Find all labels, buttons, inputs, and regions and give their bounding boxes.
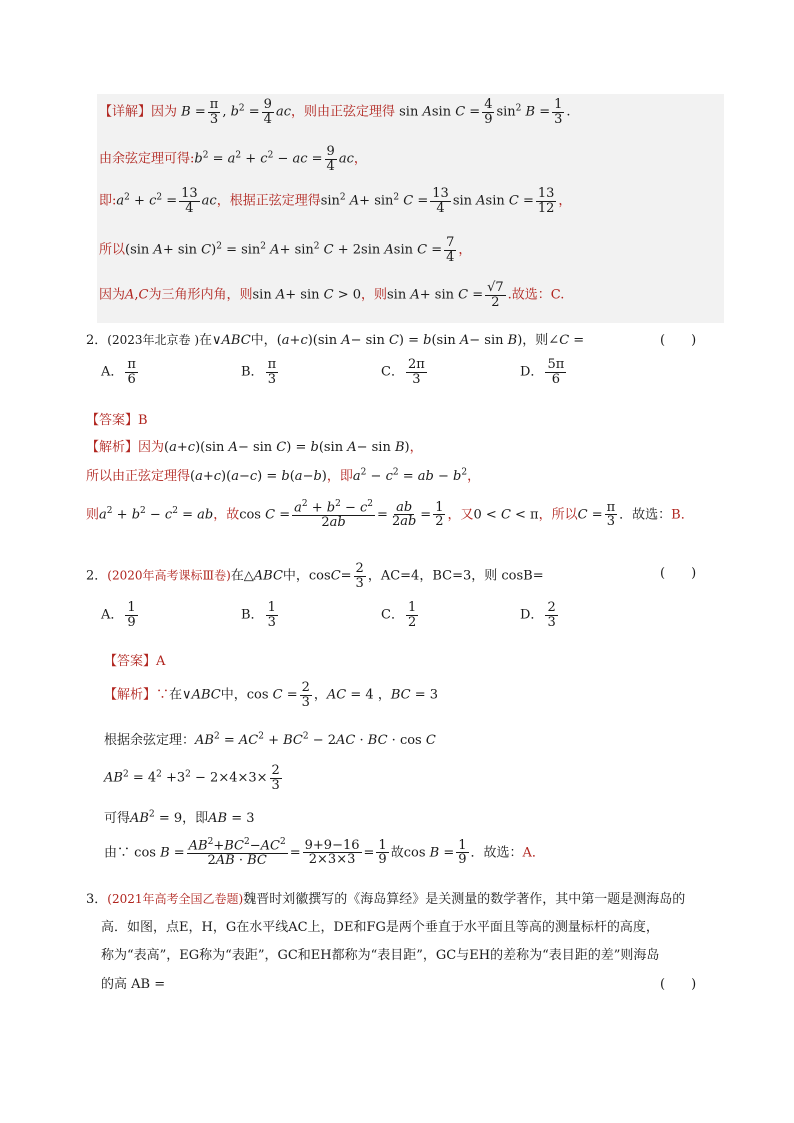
detail-line-2: 由余弦定理可得$:b^2 = a^2 + c^2$ − ac = $\frac{9}{4}$ ac， <box>99 144 367 174</box>
q3-line-2: 高．如图，点E，H，G在水平线AC上，DE和FG是两个垂直于水平面且等高的测量标杆的高度， <box>101 920 659 935</box>
q2b-analysis-4: 可得$AB^2 = 9$，即AB = 3 <box>104 809 255 826</box>
q2a-analysis-2: 所以由正弦定理得(a+c)(a−c) = b(a−b)，即$a^2 - c^2$ = ab − $b^2$， <box>86 467 481 484</box>
q2a-answer-paren: ( ) <box>660 333 697 348</box>
q2b-option-b: B． $\frac{1}{3}$ <box>241 600 276 630</box>
q3-answer-paren: ( ) <box>660 977 697 992</box>
detail-line-5: 因为A,C为三角形内角，则sin A+ sin C > 0，则sin A+ sin C = $\frac{√7}{2}$ .故选：C. <box>99 280 565 310</box>
q3-line-4: 的高 AB = <box>101 977 166 992</box>
q2a-option-d: D． $\frac{5\pi}{6}$ <box>520 357 565 387</box>
q2a-analysis-3: 则$a^2 + b^2 - c^2$ = ab，故cos C = $\frac{a^2 + b^2 - c^2}{2ab}$ = $\frac{ab}{2ab}$ = $\frac{1}{2}$ ，又0 < C < π，所以C = $\frac{\pi}{3}$ ．故选：B． <box>86 499 694 530</box>
q2b-option-c: C． $\frac{1}{2}$ <box>381 600 417 630</box>
since-icon: ∵ <box>117 845 131 861</box>
q2a-stem: 2．(2023年北京卷 )在∨ABC中，(a+c)(sin A− sin C) = b(sin A− sin B)，则∠C = <box>86 333 585 348</box>
q2a-option-b: B． $\frac{\pi}{3}$ <box>241 357 277 387</box>
q2a-answer: 【答案】B <box>86 413 148 428</box>
q2b-analysis-1: 【解析】∵在∨ABC中，cos C = $\frac{2}{3}$ ，AC = 4 ，BC = 3 <box>104 680 439 710</box>
detail-line-1: 【详解】因为 B = $\frac{\pi}{3}$ , $b^2$ = $\frac{9}{4}$ ac，则由正弦定理得 sin Asin C = $\frac{4}{9}$ $\sin^2 B$ = $\frac{1}{3}$ . <box>99 97 571 127</box>
q2a-option-a: A． $\frac{\pi}{6}$ <box>101 357 136 387</box>
since-icon: ∵ <box>156 687 170 703</box>
detail-line-3: 即$:a^2 + c^2$ = $\frac{13}{4}$ ac，根据正弦定理得$\sin^2 A+ \sin^2 C$ = $\frac{13}{4}$ sin Asin C = $\frac{13}{12}$ ， <box>99 186 572 216</box>
q2b-source: (2020年高考课标Ⅲ卷) <box>107 568 231 583</box>
q3-line-1: 3．(2021年高考全国乙卷题)魏晋时刘徽撰写的《海岛算经》是关测量的数学著作，其中第一题是测海岛的 <box>86 892 686 907</box>
detail-line-4: 所以(sin $A+ \sin C)^2 = \sin^2 A+ \sin^2 C + 2\sin$ Asin C = $\frac{7}{4}$ ， <box>99 235 472 265</box>
q2b-analysis-2: 根据余弦定理：$AB^2 = AC^2 + BC^2 - 2AC$ · BC · cos C <box>104 731 436 748</box>
q2b-answer-paren: ( ) <box>660 566 697 581</box>
q2b-analysis-5: 由∵ cos B = $\frac{AB^2+BC^2-AC^2}{2AB \cdot BC}$ = $\frac{9+9-16}{2\times 3\times 3}$ = $\frac{1}{9}$ 故cos B = $\frac{1}{9}$ ．故选：A． <box>104 837 545 868</box>
q2b-option-d: D． $\frac{2}{3}$ <box>520 600 556 630</box>
q2a-analysis-1: 【解析】因为(a+c)(sin A− sin C) = b(sin A− sin B)， <box>86 440 423 455</box>
q2b-stem: 2．(2020年高考课标Ⅲ卷)在△ABC中，cosC= $\frac{2}{3}$ ，AC=4，BC=3，则 cosB= <box>86 561 544 591</box>
q2a-source: (2023年北京卷 ) <box>107 333 199 347</box>
q2b-option-a: A． $\frac{1}{9}$ <box>101 600 136 630</box>
q2b-answer: 【答案】A <box>104 654 166 669</box>
q3-source: (2021年高考全国乙卷题) <box>107 892 244 906</box>
q3-line-3: 称为“表高”，EG称为“表距”，GC和EH都称为“表目距”，GC与EH的差称为“表目距的差”则海岛 <box>101 948 660 963</box>
q2b-analysis-3: $AB^2 = 4^2 +3^2 - 2\times 4\times 3\times$ $\frac{2}{3}$ <box>104 763 280 793</box>
detail-answer: C. <box>550 287 565 303</box>
q2a-option-c: C． $\frac{2\pi}{3}$ <box>381 357 425 387</box>
detail-tag: 【详解】 <box>99 104 152 120</box>
